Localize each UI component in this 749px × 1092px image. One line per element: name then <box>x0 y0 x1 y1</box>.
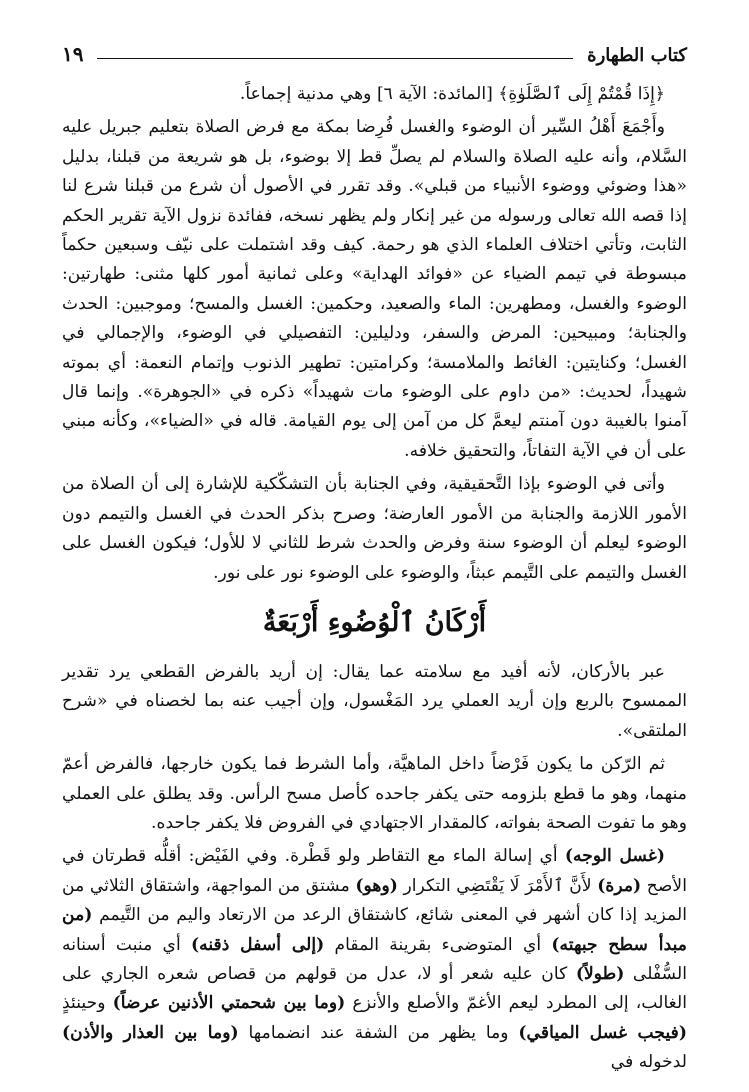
commentary-text: وحينئذٍ <box>62 993 113 1014</box>
page-body <box>62 80 687 1078</box>
header-rule <box>97 58 573 59</box>
section-heading: أَرْكَانُ ٱلْوُضُوءِ أَرْبَعَةٌ <box>262 606 487 638</box>
bold-matn-text: (مرة) <box>597 875 642 896</box>
commentary-text: ثم الرّكن ما يكون فَرْضاً داخل الماهيَّة، وأما الشرط فما يكون خارجها، فالفرض أعمّ منهما، وهو ما قطع بلزومه حتى يكفر جاحده كأصل مسح الرأس. وقد يطلق على العملي وهو ما تفوت الصحة بفواته، كالمقدار الاجتهادي في الفروض فلا يكفر جاحده. <box>62 754 687 833</box>
running-header <box>62 34 687 66</box>
bold-matn-text: (فيجب غسل المياقي) <box>518 1022 687 1043</box>
bold-matn-text: (وما بين شحمتي الأذنين عرضاً) <box>112 993 346 1014</box>
commentary-text: مشتق من المواجهة، واشتقاق الثلاثي من المزيد إذا كان أشهر في المعنى شائع، كاشتقاق الرعد من الارتعاد واليم من التَّيمم <box>62 875 687 926</box>
bold-matn-text: (طولاً) <box>575 963 625 984</box>
bold-matn-text: (وهو) <box>355 875 398 896</box>
commentary-text: أي المتوضىء بقرينة المقام <box>324 934 552 955</box>
commentary-text: وما يظهر من الشفة عند انضمامها <box>238 1022 519 1043</box>
bold-matn-text: (إلى أسفل ذقنه) <box>191 934 325 955</box>
commentary-text: لدخوله في <box>610 1052 687 1073</box>
commentary-text: وأتى في الوضوء بإذا التَّحقيقية، وفي الجنابة بأن التشكّكية للإشارة إلى أن الصلاة من الأمور اللازمة والجنابة من الأمور العارضة؛ وصرح بذكر الحدث في الغسل والتيمم دون الوضوء ليعلم أن الوضوء سنة وفرض والحدث شرط للثاني لا للأول؛ فيكون الغسل على الغسل والتيمم على التَّيمم عبثاً، والوضوء على الوضوء نور على نور. <box>62 474 687 583</box>
commentary-text: أي منبت أسنانه السُّفْلى <box>62 934 687 984</box>
paragraph <box>62 80 687 109</box>
paragraph-group-intro <box>62 80 687 588</box>
paragraph <box>62 113 687 466</box>
commentary-text: وأَجْمَعَ أَهْلُ السِّير أن الوضوء والغسل فُرِضا بمكة مع فرض الصلاة بتعليم جبريل عليه السَّلام، وأنه عليه الصلاة والسلام لم يصلِّ قط إلا بوضوء، بل هو شريعة من قبلنا، بدليل «هذا وضوئي ووضوء الأنبياء من قبلي». وقد تقرر في الأصول أن شرع من قبلنا شرع لنا إذا قصه الله تعالى ورسوله من غير إنكار ولم يظهر نسخه، ففائدة نزول الآية تقرير الحكم الثابت، وتأتي اختلاف العلماء الذي هو رحمة. كيف وقد اشتملت على نيّف وسبعين حكماً مبسوطة في تيمم الضياء عن «فوائد الهداية» وعلى ثمانية أمور كلها مثنى: طهارتين: الوضوء والغسل، ومطهرين: الماء والصعيد، وحكمين: الغسل والمسح؛ وموجبين: الحدث والجنابة؛ ومبيحين: المرض والسفر، ودليلين: التفصيلي في الوضوء، والإجمالي في الغسل؛ وكنايتين: الغائط والملامسة؛ وكرامتين: تطهير الذنوب وإتمام النعمة: أي بموته شهيداً، لحديث: «من داوم على الوضوء مات شهيداً» ذكره في «الجوهرة». وإنما قال آمنوا بالغيبة دون آمنتم ليعمَّ كل من آمن إلى يوم القيامة. قاله في «الضياء»، وكأنه مبني على أن في الآية التفاتاً، والتحقيق خلافه. <box>62 117 687 461</box>
bold-matn-text: (من مبدأ سطح جبهته) <box>62 905 687 955</box>
page-number: ١٩ <box>62 42 84 66</box>
paragraph <box>62 750 687 838</box>
bold-matn-text: (وما بين العذار والأذن) <box>62 1022 239 1043</box>
bold-matn-text: (غسل الوجه) <box>564 846 665 867</box>
commentary-text: كان عليه شعر أو لا، عدل من قولهم من قصاص شعره الجاري على الغالب، إلى المطرد ليعم الأغمّ والأصلع والأنزع <box>62 963 687 1014</box>
book-title: كتاب الطهارة <box>587 45 687 66</box>
commentary-text: ﴿إِذَا قُمْتُمْ إِلَى ٱلصَّلَوٰةِ﴾ [المائدة: الآية ٦] وهي مدنية إجماعاً. <box>239 84 665 104</box>
paragraph <box>62 470 687 588</box>
commentary-text: عبر بالأركان، لأنه أفيد مع سلامته عما يقال: إن أريد بالفرض القطعي يرد تقدير الممسوح بالربع وإن أريد العملي يرد المَغْسول، وإن أجيب عنه بما لخصناه في «شرح الملتقى». <box>62 661 687 741</box>
paragraph-group-pillars <box>62 658 687 1078</box>
commentary-text: لأَنَّ ٱلأَمْرَ لَا يَقْتَضِي التكرار <box>397 875 598 896</box>
commentary-text: أي إسالة الماء مع التقاطر ولو قَطْرة. وفي الفَيْض: أقلُّه قطرتان في الأصح <box>62 846 688 896</box>
paragraph <box>62 658 687 746</box>
paragraph <box>62 842 687 1077</box>
